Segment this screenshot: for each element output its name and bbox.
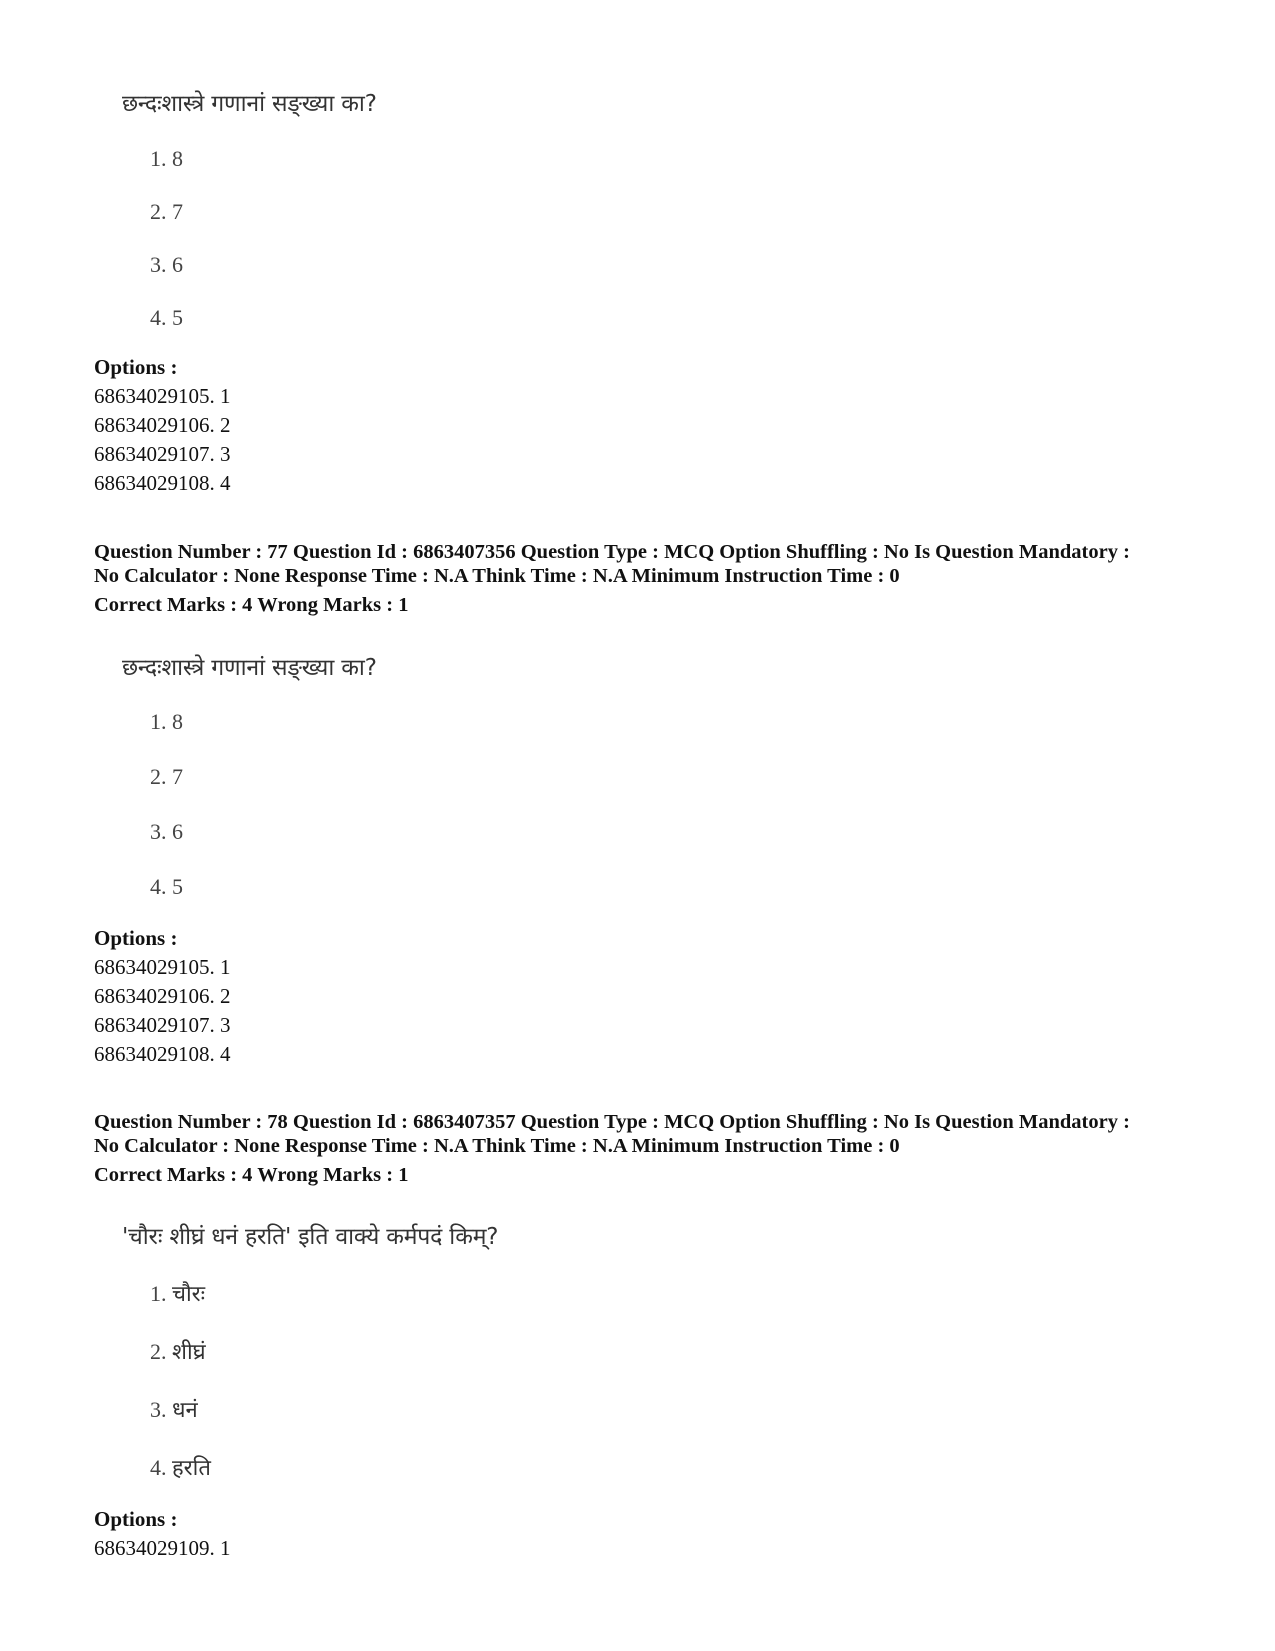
question-meta-line: No Calculator : None Response Time : N.A Think Time : N.A Minimum Instruction Time : 0: [94, 565, 900, 587]
options-heading: Options :: [94, 355, 178, 379]
marks-line: Correct Marks : 4 Wrong Marks : 1: [94, 1164, 409, 1186]
question-option: 1. 8: [150, 146, 183, 171]
option-id-line: 68634029106. 2: [94, 413, 231, 437]
question-option: [150, 1452, 211, 1482]
question-option: 2. 7: [150, 199, 183, 224]
question-option: [150, 1278, 205, 1308]
question-option: 3. 6: [150, 819, 183, 844]
question-option: 3. 6: [150, 252, 183, 277]
question-option: [150, 1336, 206, 1366]
options-heading: Options :: [94, 926, 178, 950]
question-meta-line: Question Number : 78 Question Id : 6863407357 Question Type : MCQ Option Shuffling : No Is Question Mandatory :: [94, 1111, 1130, 1133]
question-option: 4. 5: [150, 874, 183, 899]
option-word: धनं: [172, 1398, 198, 1423]
marks-line: Correct Marks : 4 Wrong Marks : 1: [94, 594, 409, 616]
option-word: शीघ्रं: [172, 1340, 206, 1365]
question-option: [150, 1394, 198, 1424]
option-id-line: 68634029108. 4: [94, 471, 231, 495]
question-meta-line: No Calculator : None Response Time : N.A Think Time : N.A Minimum Instruction Time : 0: [94, 1135, 900, 1157]
option-number: 1.: [150, 1281, 167, 1306]
question-option: 1. 8: [150, 709, 183, 734]
option-number: 4.: [150, 1455, 167, 1480]
options-heading: Options :: [94, 1507, 178, 1531]
question-text: छन्दःशास्त्रे गणानां सङ्ख्या का?: [122, 655, 377, 681]
question-option: 2. 7: [150, 764, 183, 789]
option-word: हरति: [172, 1456, 211, 1481]
option-id-line: 68634029107. 3: [94, 442, 231, 466]
option-number: 2.: [150, 1339, 167, 1364]
option-id-line: 68634029106. 2: [94, 984, 231, 1008]
option-id-line: 68634029109. 1: [94, 1536, 231, 1560]
question-option: 4. 5: [150, 305, 183, 330]
option-id-line: 68634029105. 1: [94, 384, 231, 408]
option-id-line: 68634029107. 3: [94, 1013, 231, 1037]
question-meta-line: Question Number : 77 Question Id : 6863407356 Question Type : MCQ Option Shuffling : No Is Question Mandatory :: [94, 541, 1130, 563]
question-text: 'चौरः शीघ्रं धनं हरति' इति वाक्ये कर्मपदं किम्?: [122, 1224, 499, 1250]
option-word: चौरः: [172, 1282, 206, 1307]
option-id-line: 68634029108. 4: [94, 1042, 231, 1066]
option-number: 3.: [150, 1397, 167, 1422]
question-text: छन्दःशास्त्रे गणानां सङ्ख्या का?: [122, 91, 377, 117]
option-id-line: 68634029105. 1: [94, 955, 231, 979]
